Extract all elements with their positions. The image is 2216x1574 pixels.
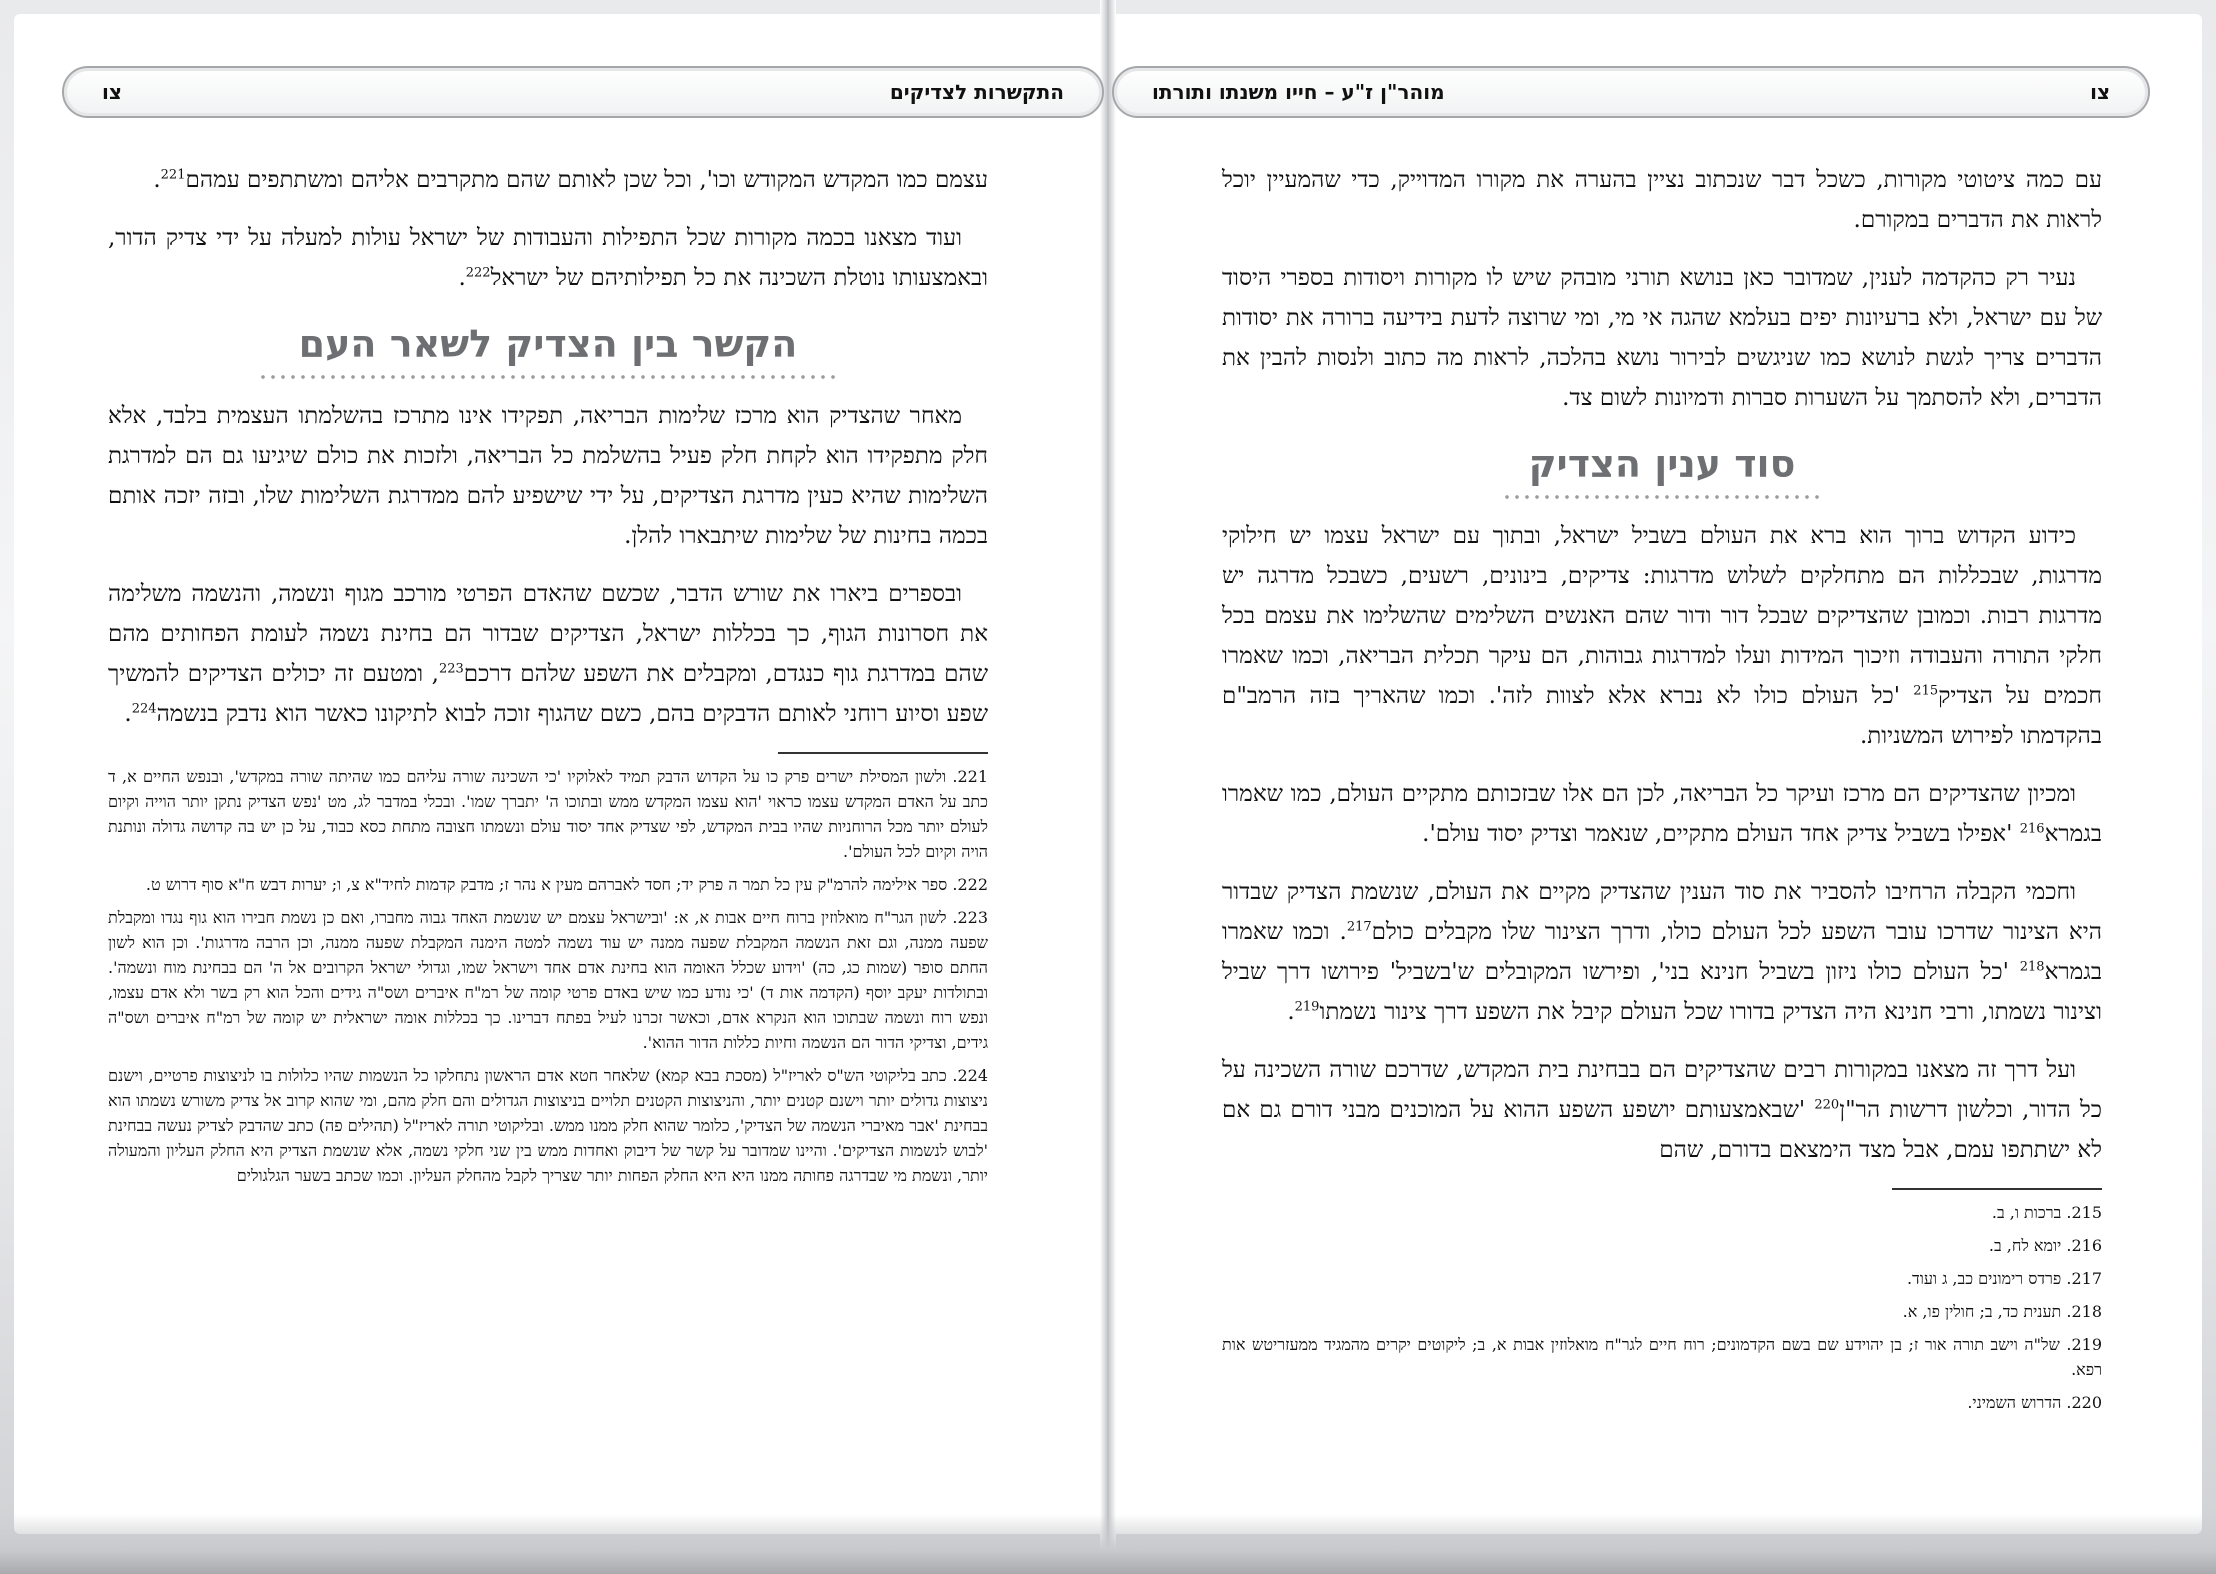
right-header-bar [1112, 66, 2150, 118]
footnote: 215. ברכות ו, ב. [1991, 1203, 2102, 1222]
book-gutter [1100, 0, 1116, 1574]
bottom-decoration [0, 1514, 2216, 1574]
heading-dotted-rule [1502, 494, 1822, 500]
footnote: 216. יומא לח, ב. [1988, 1236, 2102, 1255]
footnote-ref: 215 [1913, 683, 1939, 699]
footnote: 224. כתב בליקוטי הש"ס לאריז"ל (מסכת בבא קמא) שלאחר חטא אדם הראשון נתחלקו כל הנשמות שהיו כלולות בו לניצוצות פרטיים, וישנם ניצוצות גדולים יותר וישנם קטנים יותר, והניצוצות הקטנים תלויים בניצוצות הגדולים והם חלק מהם, ומי שהוא קרוב אל צדיק משורש נשמתו הוא בבחינת 'אבר מאיברי הנשמה של הצדיק', כלומר שהוא חלק ממנו ממש. ובליקוטי תורה לאריז"ל (תהילים פה) כתב שהדבק לצדיק נעשה בבחינת 'לבוש לנשמות הצדיקים'. והיינו שמדובר על קשר של דיבוק ואחדות ממש בין שני חלקי נשמה, אלא שנשמת הצדיק היא החלק העליון והמעולה יותר, ונשמת מי שבדרגה פחותה ממנו היא היא החלק הפחות יותר שצריך לקבל מהחלק העליון. וכמו שכתב בשער הגלגולים [108, 1066, 988, 1185]
right-paragraph: עם כמה ציטוטי מקורות, כשכל דבר שנכתוב נציין בהערה את מקורו המדוייק, כדי שהמעיין יוכל לראות את הדברים במקורם. [1222, 167, 2102, 233]
left-paragraph: ובספרים ביארו את שורש הדבר, שכשם שהאדם הפרטי מורכב מגוף ונשמה, והנשמה משלימה את חסרונות הגוף, כך בכללות ישראל, הצדיקים שבדור הם בחינת נשמה לעומת הפחותים מהם שהם במדרגת גוף כנגדם, ומקבלים את השפע שלהם דרכם$^{223}$, ומטעם זה יכולים הצדיקים להמשיך שפע וסיוע רוחני לאותם הדבקים בהם, כשם שהגוף זוכה לבוא לתיקונו כאשר הוא נדבק בנשמה$^{224}$. [108, 581, 988, 727]
left-header-bar [62, 66, 1104, 118]
right-paragraph: ומכיון שהצדיקים הם מרכז ועיקר כל הבריאה, לכן הם אלו שבזכותם מתקיים העולם, כמו שאמרו בגמרא$^{216}$ 'אפילו בשביל צדיק אחד העולם מתקיים, שנאמר וצדיק יסוד עולם'. [1222, 781, 2102, 847]
footnote-ref: 219 [1294, 999, 1320, 1015]
right-paragraph: וחכמי הקבלה הרחיבו להסביר את סוד הענין שהצדיק מקיים את העולם, שנשמת הצדיק שבדור היא הצינור שדרכו עובר השפע לכל העולם כולו, ודרך הצינור שלו מקבלים כולם$^{217}$. וכמו שאמרו בגמרא$^{218}$ 'כל העולם כולו ניזון בשביל חנינא בני', ופירשו המקובלים ש'בשביל' פירושו דרך שביל וצינור נשמתו, ורבי חנינא היה הצדיק בדורו שכל העולם קיבל את השפע דרך צינור נשמתו$^{219}$. [1222, 879, 2102, 1025]
left-page-number: צו [102, 80, 122, 104]
section-heading: סוד ענין הצדיק [1528, 442, 1796, 486]
footnote: 217. פרדס רימונים כב, ג ועוד. [1906, 1269, 2102, 1288]
right-page-number: צו [2090, 80, 2110, 104]
footnote: 222. ספר אילימה להרמ"ק עין כל תמר ה פרק יד; חסד לאברהם מעין א נהר ז; מדבק קדמות לחיד"א צ, ו; יערות דבש ח"א סוף דרוש ט. [145, 875, 988, 894]
footnote-rule [1892, 1188, 2102, 1190]
footnote: 220. הדרוש השמיני. [1967, 1393, 2102, 1412]
footnote-ref: 217 [1346, 919, 1372, 935]
right-paragraph: נעיר רק כהקדמה לענין, שמדובר כאן בנושא תורני מובהק שיש לו מקורות ויסודות בספרי היסוד של עם ישראל, ולא ברעיונות יפים בעלמא שהגה אי מי, ומי שרוצה לדעת בידיעה ברורה את יסודות הדברים צריך לגשת לנושא כמו שניגשים לבירור נושא בהלכה, לראות מה כתוב ולנסות להבין את הדברים, ולא להסתמך על השערות סברות ודמיונות לשום צד. [1222, 265, 2102, 411]
section-heading: הקשר בין הצדיק לשאר העם [298, 322, 798, 366]
left-paragraph: ועוד מצאנו בכמה מקורות שכל התפילות והעבודות של ישראל עולות למעלה על ידי צדיק הדור, ובאמצעותו נוטלת השכינה את כל תפילותיהם של ישראל$^{222}$. [108, 225, 988, 291]
footnote-ref: 221 [160, 167, 186, 183]
footnote: 218. תענית כד, ב; חולין פו, א. [1902, 1302, 2102, 1321]
footnote-ref: 218 [2019, 959, 2045, 975]
footnote-ref: 220 [1814, 1097, 1840, 1113]
footnote: 223. לשון הגר"ח מואלוזין ברוח חיים אבות א, א: 'ובישראל עצמם יש שנשמת האחד גבוה מחברו, ואם כן נשמת חבירו הוא גוף נגדו ומקבלת שפעה ממנה, וגם זאת הנשמה המקבלת שפעה ממנה יש עוד נשמה למטה הימנה המקבלת שפעה ממנה, וכן הרבה מדרגות'. וכן הוא לשון החתם סופר (שמות כג, כה) 'וידוע שכלל האומה הוא בחינת אדם אחד וישראל שמו, וגדולי ישראל הקרובים אל ה' הם בבחינת מוח ונשמה'. ובתולדות יעקב יוסף (הקדמה אות ד) 'כי נודע כמו שיש באדם פרטי קומה של רמ"ח איברים ושס"ה גידים והכל הוא רק בשר ולא אדם עצמו, ונפש רוח ונשמה שבתוכו הוא הנקרא אדם, וכאשר זכרנו לעיל בפתח דברינו. כך בכללות אומה ישראלית יש קומה של רמ"ח איברים ושס"ה גידים, וצדיקי הדור הם הנשמה וחיות כללות הדור ההוא'. [108, 908, 988, 1052]
left-text-column [108, 160, 988, 1196]
left-running-title: התקשרות לצדיקים [889, 80, 1064, 104]
footnote: 221. ולשון המסילת ישרים פרק כו על הקדוש הדבק תמיד לאלוקיו 'כי השכינה שורה עליהם כמו שהיתה שורה במקדש', ובנפש החיים א, ד כתב על האדם המקדש עצמו כראוי 'הוא עצמו המקדש ממש ובתוכו ה' יתברך שמו'. ובכלי במדבר לג, מט 'נפש הצדיק נתקן יותר הוייה וקיום לעולם יותר מכל הרוחניות שהיו בבית המקדש, לפי שצדיק אחד יסוד עולם ונשמתו חצובה מתחת כסא כבוד, על כן יש בה קדושה גדולה ונותנת הויה וקיום לכל העולם'. [108, 767, 988, 861]
right-text-column [1222, 160, 2102, 1423]
left-paragraph: מאחר שהצדיק הוא מרכז שלימות הבריאה, תפקידו אינו מתרכז בהשלמתו העצמית בלבד, אלא חלק מתפקידו הוא לקחת חלק פעיל בהשלמת כל הבריאה, ולזכות את כולם שיגיעו גם הם למדרגת השלימות שהיא כעין מדרגת הצדיקים, על ידי שישפיע להם ממדרגת השלימות שלו, ובזה יזכה אותם בכמה בחינות של שלימות שיתבארו להלן. [108, 403, 988, 549]
right-paragraph: כידוע הקדוש ברוך הוא ברא את העולם בשביל ישראל, ובתוך עם ישראל עצמו יש חילוקי מדרגות, שבכללות הם מתחלקים לשלוש מדרגות: צדיקים, בינונים, רשעים, כשבכל מדרגה יש מדרגות רבות. וכמובן שהצדיקים שבכל דור ודור שהם האנשים השלימים שהשלימו את עצמם בכל חלקי התורה והעבודה וזיכוך המידות ועלו למדרגות גבוהות, הם עיקר תכלית הבריאה, וכמו שאמרו חכמים על הצדיק$^{215}$ 'כל העולם כולו לא נברא אלא לצוות לזה'. וכמו שהאריך בזה הרמב"ם בהקדמתו לפירוש המשניות. [1222, 523, 2102, 749]
footnote: 219. של"ה וישב תורה אור ז; בן יהוידע שם בשם הקדמונים; רוח חיים לגר"ח מואלוזין אבות א, ב; ליקוטים יקרים מהמגיד ממעזריטש אות רפא. [1222, 1335, 2102, 1379]
heading-dotted-rule [258, 374, 838, 380]
footnote-rule [778, 752, 988, 754]
footnote-ref: 223 [438, 661, 464, 677]
right-paragraph: ועל דרך זה מצאנו במקורות רבים שהצדיקים הם בבחינת בית המקדש, שדרכם שורה השכינה על כל הדור, וכלשון דרשות הר"ן$^{220}$ 'שבאמצעותם יושפע השפע ההוא על המוכנים מבני דורם גם אם לא ישתתפו עמם, אבל מצד הימצאם בדורם, שהם [1222, 1057, 2102, 1163]
footnote-ref: 224 [131, 701, 157, 717]
footnote-ref: 222 [465, 265, 491, 281]
footnote-ref: 216 [2019, 821, 2045, 837]
left-paragraph: עצמם כמו המקדש המקודש וכו', וכל שכן לאותם שהם מתקרבים אליהם ומשתתפים עמהם$^{221}$. [153, 167, 988, 193]
right-running-title: מוהר"ן ז"ע – חייו משנתו ותורתו [1152, 80, 1445, 104]
